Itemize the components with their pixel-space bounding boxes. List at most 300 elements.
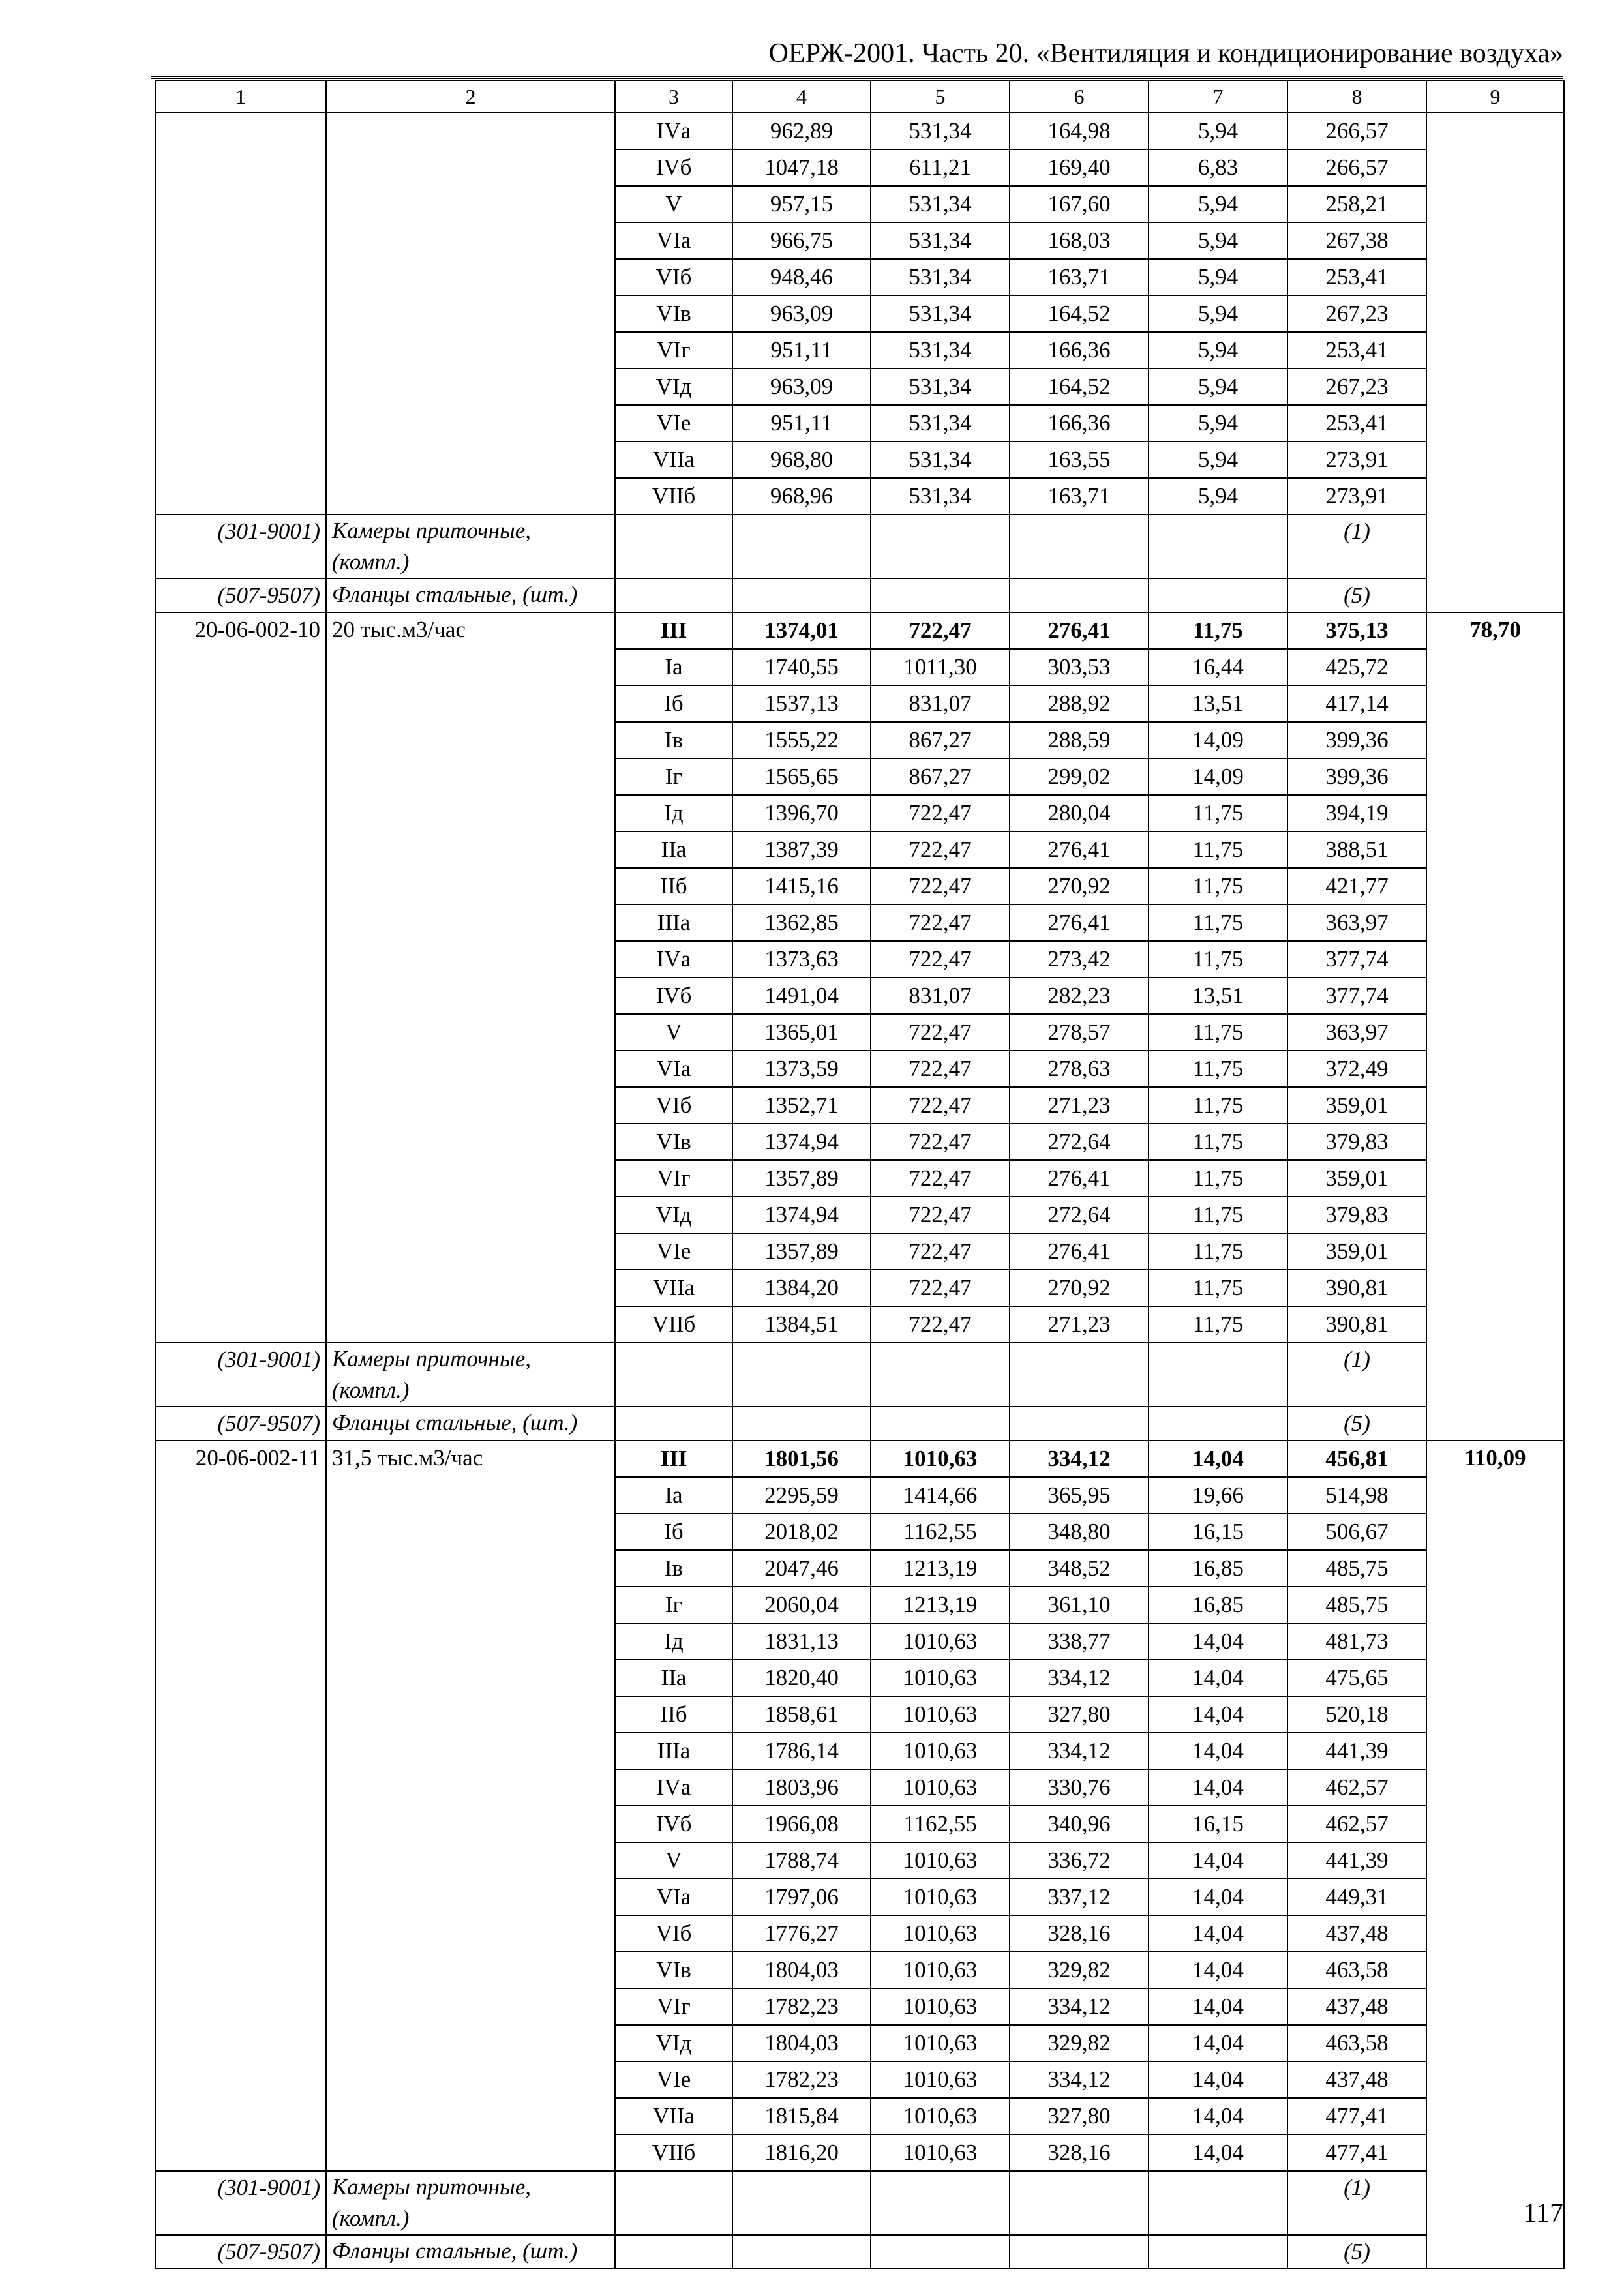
value-cell: 485,75 [1287,1550,1426,1587]
column-header: 8 [1287,80,1426,113]
value-cell: 19,66 [1149,1477,1287,1514]
zone-cell: Iг [615,758,732,795]
value-cell: 722,47 [871,795,1010,831]
value-cell: 1010,63 [871,1733,1010,1769]
value-cell: 11,75 [1149,1197,1287,1233]
resource-qty-cell: (5) [1287,1407,1426,1441]
value-cell: 390,81 [1287,1306,1426,1343]
value-cell: 1010,63 [871,2098,1010,2134]
value-cell: 462,57 [1287,1769,1426,1806]
value-cell: 363,97 [1287,1014,1426,1051]
value-cell: 167,60 [1010,186,1149,222]
value-cell: 1801,56 [732,1441,871,1477]
zone-cell: VIIа [615,2098,732,2134]
value-cell: 611,21 [871,149,1010,186]
value-cell: 1374,94 [732,1197,871,1233]
value-cell: 14,04 [1149,1660,1287,1696]
value-cell: 14,09 [1149,758,1287,795]
value-cell: 334,12 [1010,2061,1149,2098]
value-cell: 441,39 [1287,1733,1426,1769]
rate-code-cell: 20-06-002-11 [155,1441,326,2171]
value-cell: 11,75 [1149,868,1287,905]
rates-table [155,80,1565,2269]
zone-cell: IIб [615,1696,732,1733]
page-number: 117 [1523,2198,1563,2228]
value-cell: 1537,13 [732,685,871,722]
value-cell: 722,47 [871,868,1010,905]
value-cell: 11,75 [1149,795,1287,831]
resource-qty-cell: (5) [1287,2235,1426,2269]
value-cell: 462,57 [1287,1806,1426,1842]
value-cell: 166,36 [1010,405,1149,441]
value-cell: 966,75 [732,222,871,259]
value-cell: 2060,04 [732,1587,871,1623]
value-cell: 273,42 [1010,941,1149,978]
value-cell: 169,40 [1010,149,1149,186]
value-cell: 14,09 [1149,722,1287,758]
value-cell: 5,94 [1149,405,1287,441]
table-row [155,1441,1564,1477]
value-cell: 16,44 [1149,649,1287,685]
value-cell: 327,80 [1010,1696,1149,1733]
value-cell: 463,58 [1287,2025,1426,2061]
resource-row [155,2235,1564,2269]
value-cell: 531,34 [871,113,1010,149]
value-cell: 1740,55 [732,649,871,685]
value-cell: 531,34 [871,332,1010,368]
value-cell: 477,41 [1287,2134,1426,2171]
zone-cell: VIе [615,2061,732,2098]
value-cell: 266,57 [1287,113,1426,149]
column-header: 9 [1426,80,1564,113]
resource-name-cell: Камеры приточные, (компл.) [326,1343,615,1407]
value-cell: 506,67 [1287,1514,1426,1550]
column-header: 5 [871,80,1010,113]
value-cell: 957,15 [732,186,871,222]
value-cell: 14,04 [1149,1696,1287,1733]
value-cell: 13,51 [1149,685,1287,722]
value-cell: 329,82 [1010,1952,1149,1988]
value-cell: 463,58 [1287,1952,1426,1988]
value-cell: 276,41 [1010,831,1149,868]
empty-cell [871,2171,1010,2235]
column-header: 7 [1149,80,1287,113]
value-cell: 531,34 [871,405,1010,441]
value-cell: 14,04 [1149,1623,1287,1660]
value-cell: 1782,23 [732,1988,871,2025]
column-header: 2 [326,80,615,113]
value-cell: 163,71 [1010,478,1149,515]
value-cell: 328,16 [1010,2134,1149,2171]
value-cell: 1010,63 [871,1696,1010,1733]
zone-cell: IIб [615,868,732,905]
empty-cell [1149,2235,1287,2269]
value-cell: 2018,02 [732,1514,871,1550]
zone-cell: III [615,1441,732,1477]
value-cell: 11,75 [1149,1233,1287,1270]
value-cell: 267,23 [1287,295,1426,332]
value-cell: 379,83 [1287,1124,1426,1160]
zone-cell: Iа [615,649,732,685]
resource-qty-cell: (5) [1287,578,1426,612]
value-cell: 5,94 [1149,259,1287,295]
value-cell: 722,47 [871,1233,1010,1270]
zone-cell: V [615,1842,732,1879]
value-cell: 962,89 [732,113,871,149]
value-cell: 1858,61 [732,1696,871,1733]
value-cell: 16,85 [1149,1550,1287,1587]
zone-cell: VIIа [615,1270,732,1306]
zone-cell: IVа [615,113,732,149]
value-cell: 11,75 [1149,1270,1287,1306]
zone-cell: VIа [615,1879,732,1915]
empty-cell [615,578,732,612]
value-cell: 16,15 [1149,1806,1287,1842]
value-cell: 11,75 [1149,1306,1287,1343]
zone-cell: VIе [615,405,732,441]
zone-cell: Iб [615,685,732,722]
value-cell: 271,23 [1010,1087,1149,1124]
resource-qty-cell: (1) [1287,515,1426,578]
zone-cell: VIд [615,2025,732,2061]
value-cell: 1010,63 [871,1988,1010,2025]
value-cell: 968,80 [732,441,871,478]
value-cell: 1010,63 [871,1915,1010,1952]
value-cell: 299,02 [1010,758,1149,795]
value-cell: 1162,55 [871,1514,1010,1550]
value-cell: 338,77 [1010,1623,1149,1660]
rate-name-cell: 20 тыс.м3/час [326,612,615,1343]
value-cell: 363,97 [1287,905,1426,941]
value-cell: 722,47 [871,1124,1010,1160]
zone-cell: IIа [615,831,732,868]
table-row [155,113,1564,149]
empty-cell [1149,578,1287,612]
resource-name-cell: Фланцы стальные, (шт.) [326,1407,615,1441]
value-cell: 273,91 [1287,441,1426,478]
value-cell: 831,07 [871,978,1010,1014]
resource-code-cell: (507-9507) [155,578,326,612]
empty-cell [615,1407,732,1441]
zone-cell: VIг [615,332,732,368]
value-cell: 1365,01 [732,1014,871,1051]
value-cell: 5,94 [1149,186,1287,222]
resource-row [155,1407,1564,1441]
resource-name-cell: Камеры приточные, (компл.) [326,2171,615,2235]
table-body [155,113,1564,2269]
value-cell: 163,71 [1010,259,1149,295]
value-cell: 417,14 [1287,685,1426,722]
resource-code-cell: (507-9507) [155,1407,326,1441]
zone-cell: IIа [615,1660,732,1696]
value-cell: 722,47 [871,831,1010,868]
zone-cell: VIб [615,1915,732,1952]
value-cell: 5,94 [1149,295,1287,332]
value-cell: 14,04 [1149,1733,1287,1769]
value-cell: 399,36 [1287,758,1426,795]
value-cell: 1782,23 [732,2061,871,2098]
value-cell: 14,04 [1149,2134,1287,2171]
empty-cell [615,2171,732,2235]
value-cell: 288,59 [1010,722,1149,758]
value-cell: 1384,20 [732,1270,871,1306]
value-cell: 722,47 [871,1087,1010,1124]
value-cell: 334,12 [1010,1988,1149,2025]
value-cell: 11,75 [1149,1087,1287,1124]
rate-name-cell: 31,5 тыс.м3/час [326,1441,615,2171]
value-cell: 14,04 [1149,1952,1287,1988]
table-row [155,612,1564,649]
empty-cell [732,2235,871,2269]
column-header: 4 [732,80,871,113]
value-cell: 441,39 [1287,1842,1426,1879]
empty-cell [871,2235,1010,2269]
value-cell: 1010,63 [871,1623,1010,1660]
resource-code-cell: (301-9001) [155,515,326,578]
value-cell: 164,98 [1010,113,1149,149]
value-cell: 14,04 [1149,2061,1287,2098]
resource-row [155,1343,1564,1407]
value-cell: 276,41 [1010,1233,1149,1270]
value-cell: 348,80 [1010,1514,1149,1550]
value-cell: 1803,96 [732,1769,871,1806]
value-cell: 421,77 [1287,868,1426,905]
value-cell: 5,94 [1149,441,1287,478]
resource-qty-cell: (1) [1287,2171,1426,2235]
value-cell: 14,04 [1149,2025,1287,2061]
value-cell: 273,91 [1287,478,1426,515]
value-cell: 377,74 [1287,978,1426,1014]
value-cell: 722,47 [871,1051,1010,1087]
zone-cell: IVа [615,941,732,978]
resource-row [155,2171,1564,2235]
value-cell: 1352,71 [732,1087,871,1124]
zone-cell: IIIа [615,1733,732,1769]
value-cell: 831,07 [871,685,1010,722]
value-cell: 1010,63 [871,1660,1010,1696]
value-cell: 375,13 [1287,612,1426,649]
value-cell: 1010,63 [871,1441,1010,1477]
value-cell: 379,83 [1287,1197,1426,1233]
rate-name-cell [326,113,615,515]
column-header: 1 [155,80,326,113]
value-cell: 1797,06 [732,1879,871,1915]
value-cell: 359,01 [1287,1160,1426,1197]
value-cell: 948,46 [732,259,871,295]
empty-cell [732,578,871,612]
value-cell: 1162,55 [871,1806,1010,1842]
value-cell: 334,12 [1010,1660,1149,1696]
value-cell: 267,38 [1287,222,1426,259]
zone-cell: VIв [615,295,732,332]
empty-cell [1010,2171,1149,2235]
value-cell: 1010,63 [871,1952,1010,1988]
value-cell: 722,47 [871,1306,1010,1343]
value-cell: 531,34 [871,186,1010,222]
value-cell: 16,15 [1149,1514,1287,1550]
value-cell: 388,51 [1287,831,1426,868]
zone-cell: VIг [615,1160,732,1197]
value-cell: 477,41 [1287,2098,1426,2134]
value-cell: 270,92 [1010,868,1149,905]
zone-cell: VIд [615,368,732,405]
value-cell: 1010,63 [871,1842,1010,1879]
empty-cell [871,578,1010,612]
value-cell: 253,41 [1287,405,1426,441]
value-cell: 1966,08 [732,1806,871,1842]
value-cell: 1820,40 [732,1660,871,1696]
value-cell: 11,75 [1149,1160,1287,1197]
value-cell: 722,47 [871,1197,1010,1233]
zone-cell: VIIб [615,478,732,515]
empty-cell [1149,2171,1287,2235]
value-cell: 951,11 [732,405,871,441]
value-cell: 328,16 [1010,1915,1149,1952]
resource-row [155,515,1564,578]
value-cell: 5,94 [1149,113,1287,149]
zone-cell: Iа [615,1477,732,1514]
value-cell: 437,48 [1287,1988,1426,2025]
value-cell: 337,12 [1010,1879,1149,1915]
value-cell: 1011,30 [871,649,1010,685]
value-cell: 531,34 [871,295,1010,332]
column-number-row [155,80,1564,113]
value-cell: 399,36 [1287,722,1426,758]
document-title: ОЕРЖ-2001. Часть 20. «Вентиляция и кондиционирование воздуха» [768,38,1563,68]
value-cell: 514,98 [1287,1477,1426,1514]
zone-cell: VIв [615,1124,732,1160]
value-cell: 1396,70 [732,795,871,831]
labor-total-cell [1426,113,1564,612]
value-cell: 1010,63 [871,1879,1010,1915]
labor-total-cell: 78,70 [1426,612,1564,1441]
resource-row [155,578,1564,612]
zone-cell: IVб [615,978,732,1014]
value-cell: 267,23 [1287,368,1426,405]
value-cell: 253,41 [1287,332,1426,368]
value-cell: 334,12 [1010,1733,1149,1769]
value-cell: 1213,19 [871,1550,1010,1587]
value-cell: 1010,63 [871,2061,1010,2098]
value-cell: 531,34 [871,478,1010,515]
value-cell: 14,04 [1149,1441,1287,1477]
resource-name-cell: Фланцы стальные, (шт.) [326,578,615,612]
zone-cell: VIIа [615,441,732,478]
value-cell: 163,55 [1010,441,1149,478]
zone-cell: Iд [615,1623,732,1660]
value-cell: 1373,59 [732,1051,871,1087]
empty-cell [871,515,1010,578]
zone-cell: Iв [615,722,732,758]
zone-cell: VIг [615,1988,732,2025]
value-cell: 253,41 [1287,259,1426,295]
value-cell: 13,51 [1149,978,1287,1014]
value-cell: 11,75 [1149,1014,1287,1051]
zone-cell: VIб [615,1087,732,1124]
page-header [151,34,1563,79]
value-cell: 276,41 [1010,612,1149,649]
value-cell: 266,57 [1287,149,1426,186]
value-cell: 722,47 [871,905,1010,941]
empty-cell [1149,515,1287,578]
value-cell: 520,18 [1287,1696,1426,1733]
value-cell: 1815,84 [732,2098,871,2134]
value-cell: 1387,39 [732,831,871,868]
value-cell: 867,27 [871,758,1010,795]
value-cell: 359,01 [1287,1087,1426,1124]
value-cell: 475,65 [1287,1660,1426,1696]
value-cell: 288,92 [1010,685,1149,722]
empty-cell [1010,1407,1149,1441]
value-cell: 16,85 [1149,1587,1287,1623]
value-cell: 276,41 [1010,1160,1149,1197]
resource-code-cell: (507-9507) [155,2235,326,2269]
value-cell: 11,75 [1149,1051,1287,1087]
value-cell: 394,19 [1287,795,1426,831]
value-cell: 327,80 [1010,2098,1149,2134]
zone-cell: III [615,612,732,649]
labor-total-cell: 110,09 [1426,1441,1564,2269]
value-cell: 963,09 [732,295,871,332]
value-cell: 11,75 [1149,941,1287,978]
rate-code-cell: 20-06-002-10 [155,612,326,1343]
value-cell: 14,04 [1149,1879,1287,1915]
value-cell: 271,23 [1010,1306,1149,1343]
value-cell: 390,81 [1287,1270,1426,1306]
value-cell: 11,75 [1149,1124,1287,1160]
value-cell: 867,27 [871,722,1010,758]
value-cell: 485,75 [1287,1587,1426,1623]
value-cell: 1357,89 [732,1233,871,1270]
value-cell: 1010,63 [871,1769,1010,1806]
value-cell: 303,53 [1010,649,1149,685]
value-cell: 164,52 [1010,295,1149,332]
column-header: 3 [615,80,732,113]
value-cell: 1374,01 [732,612,871,649]
value-cell: 1010,63 [871,2025,1010,2061]
resource-qty-cell: (1) [1287,1343,1426,1407]
empty-cell [615,1343,732,1407]
zone-cell: VIа [615,1051,732,1087]
empty-cell [732,1343,871,1407]
value-cell: 168,03 [1010,222,1149,259]
value-cell: 1555,22 [732,722,871,758]
empty-cell [1010,515,1149,578]
value-cell: 1816,20 [732,2134,871,2171]
value-cell: 272,64 [1010,1124,1149,1160]
value-cell: 2047,46 [732,1550,871,1587]
value-cell: 1831,13 [732,1623,871,1660]
zone-cell: Iв [615,1550,732,1587]
value-cell: 722,47 [871,612,1010,649]
value-cell: 14,04 [1149,1842,1287,1879]
value-cell: 456,81 [1287,1441,1426,1477]
value-cell: 1786,14 [732,1733,871,1769]
value-cell: 164,52 [1010,368,1149,405]
empty-cell [871,1407,1010,1441]
zone-cell: VIв [615,1952,732,1988]
value-cell: 425,72 [1287,649,1426,685]
value-cell: 258,21 [1287,186,1426,222]
value-cell: 270,92 [1010,1270,1149,1306]
empty-cell [732,515,871,578]
empty-cell [1149,1343,1287,1407]
value-cell: 951,11 [732,332,871,368]
value-cell: 280,04 [1010,795,1149,831]
value-cell: 531,34 [871,441,1010,478]
resource-code-cell: (301-9001) [155,1343,326,1407]
zone-cell: IVб [615,149,732,186]
